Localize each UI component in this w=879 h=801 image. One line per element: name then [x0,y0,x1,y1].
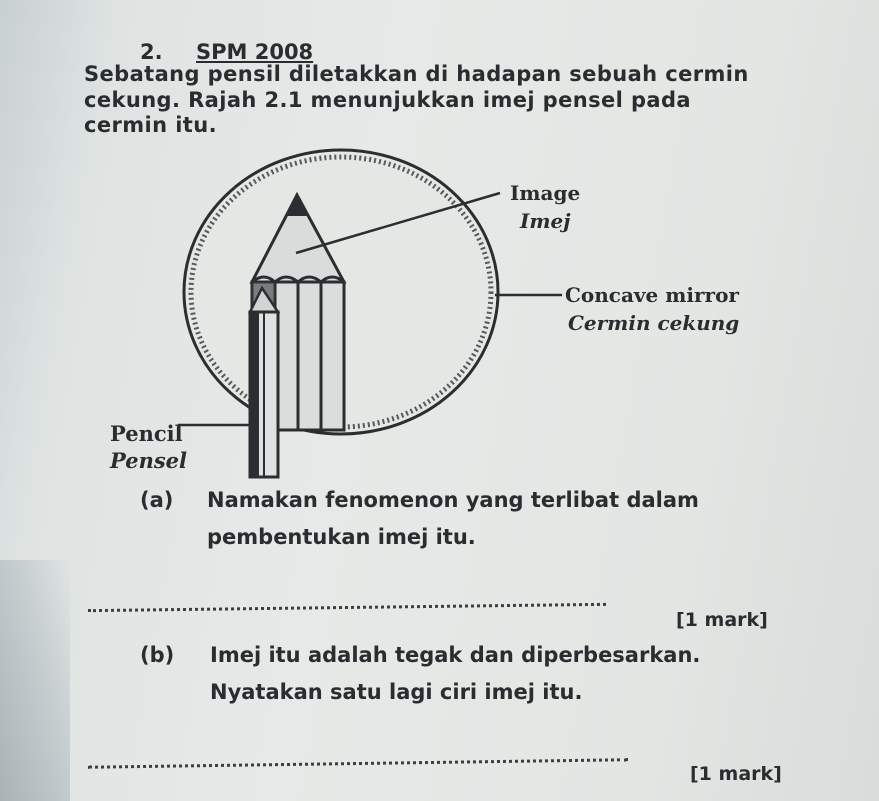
part-b-label: (b) [140,643,175,667]
image-label: Image [510,181,581,205]
pencil-label-ms: Pensel [110,448,188,473]
mirror-label: Concave mirror [565,283,739,307]
mirror-label-ms: Cermin cekung [568,311,740,335]
intro-line-3: cermin itu. [84,113,217,137]
pencil-label: Pencil [110,421,183,446]
part-b-line-2: Nyatakan satu lagi ciri imej itu. [210,680,583,704]
part-b-marks: [1 mark] [690,763,782,785]
part-a-line-1: Namakan fenomenon yang terlibat dalam [207,488,699,512]
pencil-object [250,288,278,477]
question-reference: SPM 2008 [196,40,314,64]
image-label-ms: Imej [520,209,571,233]
intro-line-1: Sebatang pensil diletakkan di hadapan sebuah cermin [84,62,749,86]
question-number: 2. [140,40,163,64]
intro-line-2: cekung. Rajah 2.1 menunjukkan imej pensel pada [84,88,691,112]
part-a-marks: [1 mark] [676,609,768,631]
part-a-line-2: pembentukan imej itu. [207,525,476,549]
part-a-label: (a) [140,488,174,512]
part-b-line-1: Imej itu adalah tegak dan diperbesarkan. [210,643,701,667]
